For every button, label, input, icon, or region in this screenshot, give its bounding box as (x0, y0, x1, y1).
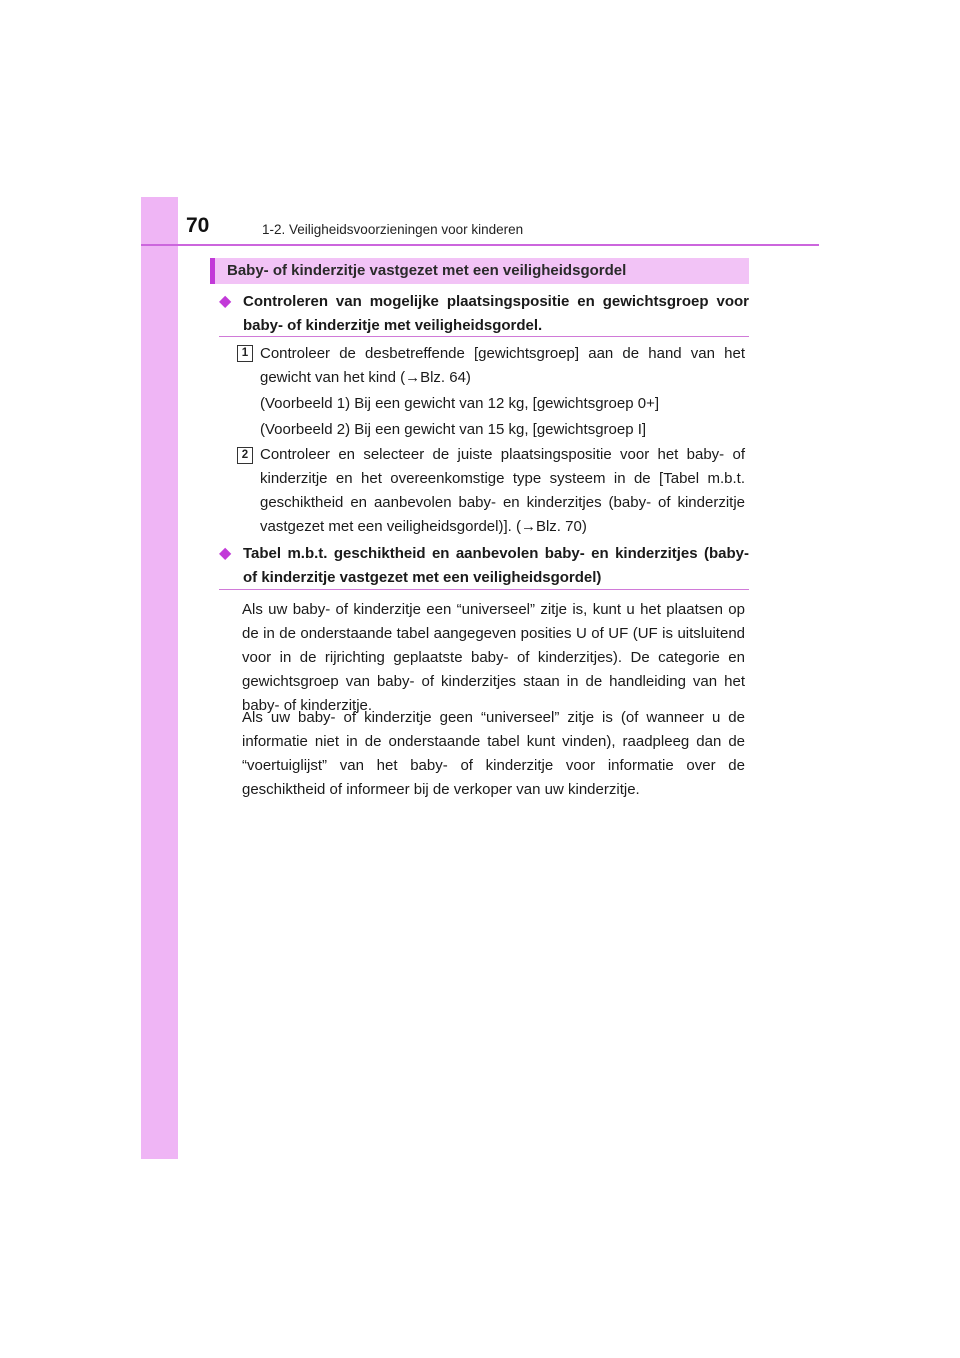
step-2-badge: 2 (237, 447, 253, 464)
paragraph-2: Als uw baby- of kinderzitje geen “universeel” zitje is (of wanneer u de informatie niet in de onderstaande tabel kunt vinden), raadpleeg dan de “voertuiglijst” van het baby- of kinderzitje voor informatie over de geschiktheid of informeer bij de verkoper van uw kinderzitje. (242, 709, 745, 798)
page-number: 70 (186, 214, 210, 237)
subsection-1-rule (219, 336, 749, 337)
subsection-2-title: Tabel m.b.t. geschiktheid en aanbevolen baby- en kinderzitjes (baby- of kinderzitje vastgezet met een veiligheidsgordel) (243, 545, 749, 586)
diamond-icon: ◆ (219, 293, 232, 310)
subsection-1-title: Controleren van mogelijke plaatsingspositie en gewichtsgroep voor baby- of kinderzitje met veiligheidsgordel. (243, 293, 749, 334)
side-band (141, 197, 178, 1159)
subsection-2-rule (219, 589, 749, 590)
chapter-title: 1-2. Veiligheidsvoorzieningen voor kinderen (262, 222, 524, 237)
subsection-1-heading (219, 290, 749, 338)
section-title: Baby- of kinderzitje vastgezet met een veiligheidsgordel (227, 262, 627, 279)
step-2-text: Controleer en selecteer de juiste plaatsingspositie voor het baby- of kinderzitje en het overeenkomstige type systeem in de [Tabel m.b.t. geschiktheid en aanbevolen baby- en kinderzitjes (baby- of kinderzitje vastgezet met een veiligheidsgordel)]. (→Blz. 70) (260, 446, 745, 535)
subsection-2-heading (219, 542, 749, 590)
paragraph-1: Als uw baby- of kinderzitje een “universeel” zitje is, kunt u het plaatsen op de in de onderstaande tabel aangegeven posities U of UF (UF is uitsluitend voor in de rijrichting geplaatste baby- of kinderzitjes). De categorie en gewichtsgroep van baby- of kinderzitjes staan in de handleiding van het baby- of kinderzitje. (242, 601, 745, 714)
example-2-text: (Voorbeeld 2) Bij een gewicht van 15 kg, [gewichtsgroep I] (260, 421, 647, 438)
step-1-text: Controleer de desbetreffende [gewichtsgroep] aan de hand van het gewicht van het kind (→Blz. 64) (260, 345, 745, 386)
example-1-text: (Voorbeeld 1) Bij een gewicht van 12 kg, [gewichtsgroep 0+] (260, 395, 659, 412)
header-rule (141, 244, 819, 246)
step-1-badge: 1 (237, 345, 253, 362)
diamond-icon: ◆ (219, 545, 232, 562)
section-heading-bar (210, 258, 749, 284)
